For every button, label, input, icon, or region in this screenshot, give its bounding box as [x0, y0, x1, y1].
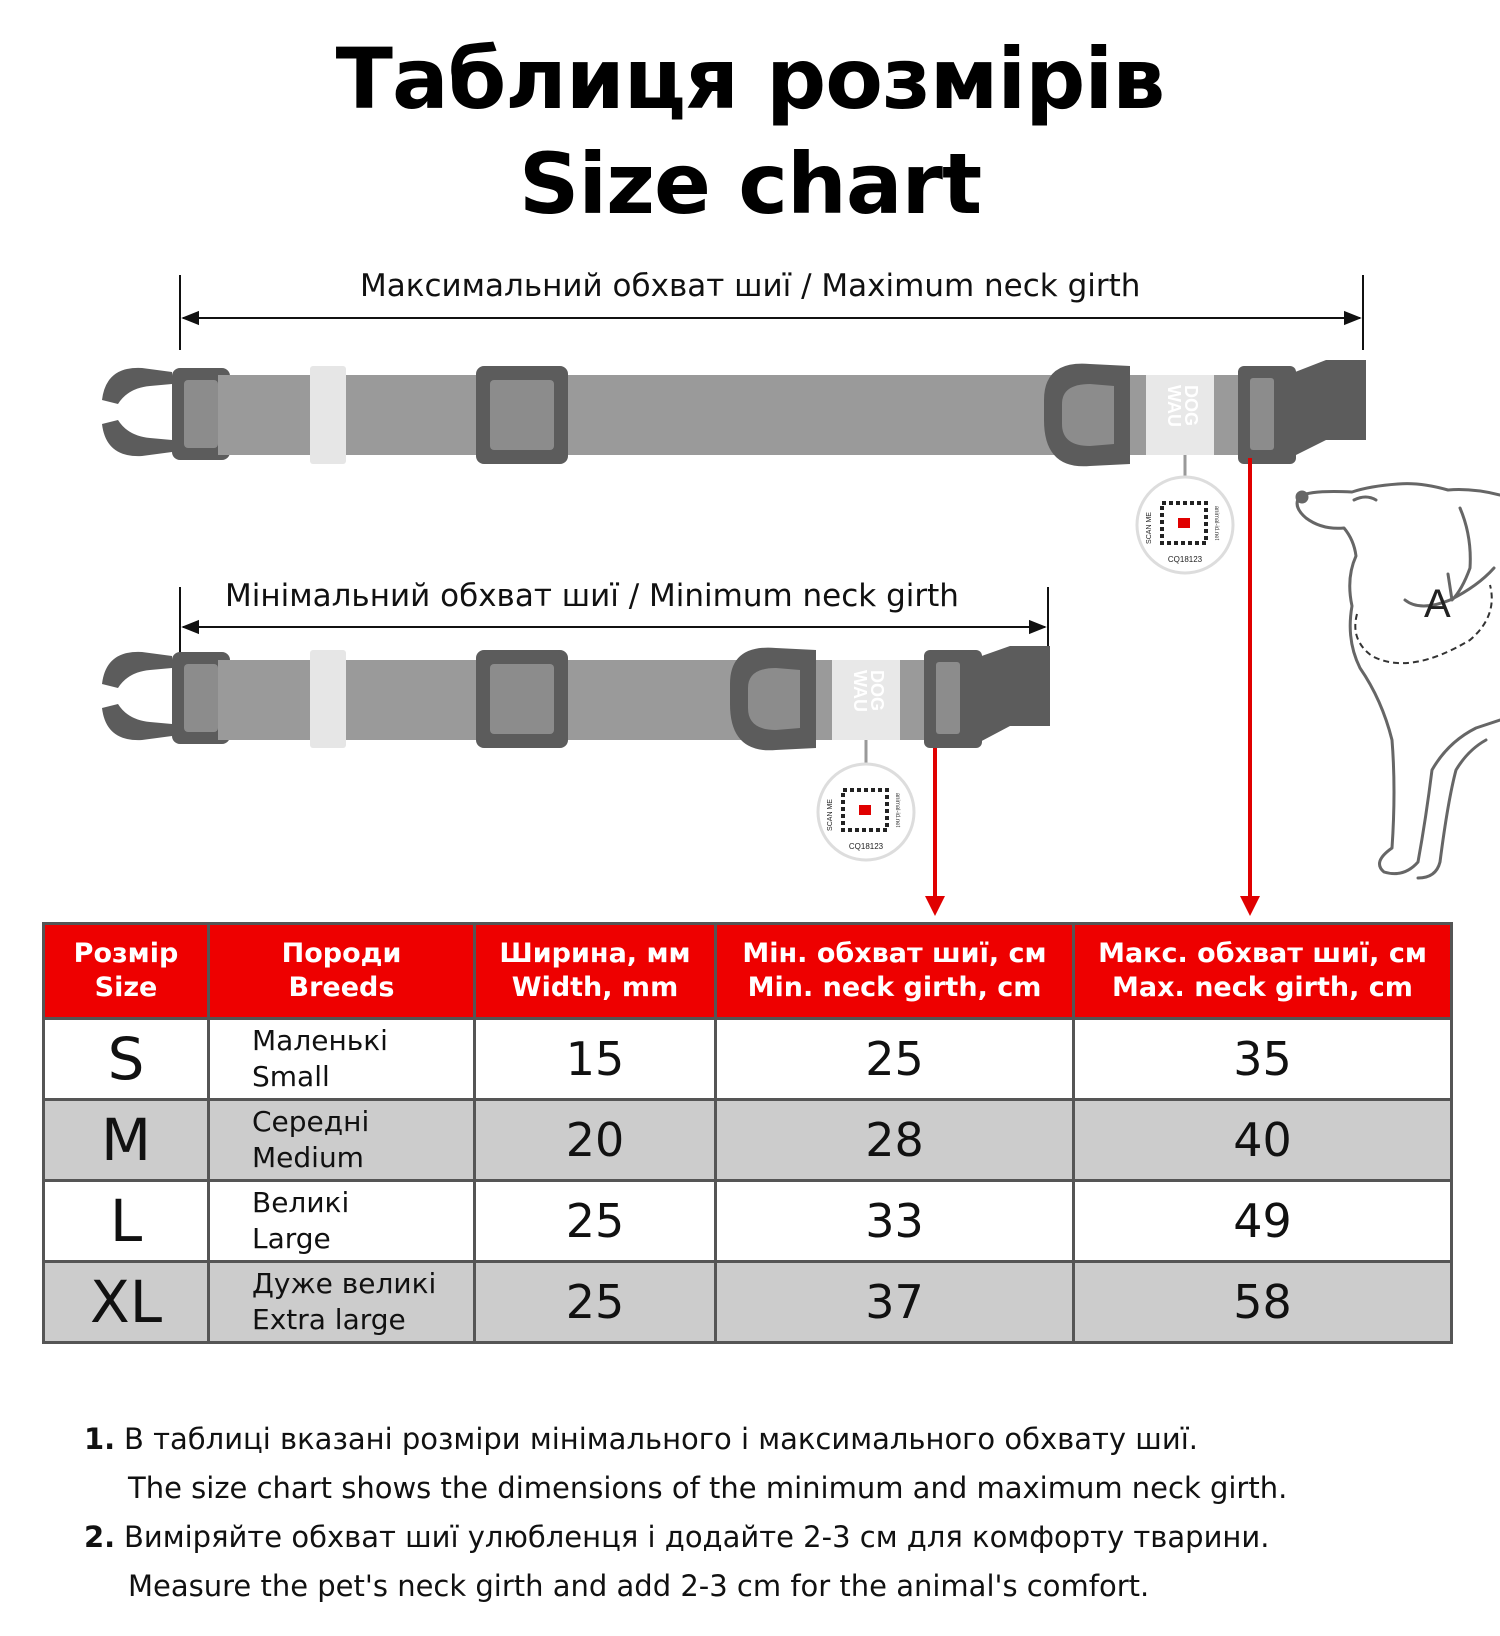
- max-girth-label: Максимальний обхват шиї / Maximum neck girth: [360, 268, 1141, 304]
- cell-width: 15: [475, 1019, 716, 1100]
- cell-breed: Маленькі Small: [209, 1019, 475, 1100]
- dog-label-a: A: [1424, 582, 1451, 626]
- cell-min: 28: [716, 1100, 1074, 1181]
- tag-code: CQ18123: [1167, 555, 1203, 564]
- cell-size: XL: [44, 1262, 209, 1343]
- table-header-row: [44, 924, 1452, 1019]
- cell-size: M: [44, 1100, 209, 1181]
- page-subtitle: Size chart: [518, 135, 982, 233]
- tag-site-small: animal-id.net: [894, 792, 900, 828]
- cell-size: L: [44, 1181, 209, 1262]
- notes-list: [84, 1415, 1287, 1611]
- cell-width: 25: [475, 1262, 716, 1343]
- brand-text-dog-small: DOG: [867, 670, 887, 712]
- brand-text-dog: DOG: [1181, 385, 1201, 427]
- note-item-en: Measure the pet's neck girth and add 2-3 cm for the animal's comfort.: [128, 1569, 1150, 1603]
- page-title: Таблиця розмірів: [335, 30, 1165, 128]
- dog-illustration: [1297, 484, 1500, 878]
- cell-breed: Дуже великі Extra large: [209, 1262, 475, 1343]
- cell-size: S: [44, 1019, 209, 1100]
- header-size: Розмір Size: [44, 924, 209, 1019]
- cell-breed: Середні Medium: [209, 1100, 475, 1181]
- table-row: [44, 1100, 1452, 1181]
- cell-width: 25: [475, 1181, 716, 1262]
- brand-text-wau: WAU: [1164, 385, 1184, 427]
- tag-site: animal-id.net: [1213, 505, 1219, 541]
- size-table: [42, 922, 1453, 1344]
- cell-width: 20: [475, 1100, 716, 1181]
- note-item-en: The size chart shows the dimensions of the minimum and maximum neck girth.: [128, 1471, 1288, 1505]
- table-row: [44, 1019, 1452, 1100]
- cell-max: 49: [1074, 1181, 1452, 1262]
- cell-max: 35: [1074, 1019, 1452, 1100]
- header-max-girth: Макс. обхват шиї, см Max. neck girth, cm: [1074, 924, 1452, 1019]
- brand-text-wau-small: WAU: [850, 670, 870, 712]
- min-girth-label: Мінімальний обхват шиї / Minimum neck girth: [225, 578, 959, 614]
- cell-min: 25: [716, 1019, 1074, 1100]
- cell-max: 58: [1074, 1262, 1452, 1343]
- note-item: 2. Виміряйте обхват шиї улюбленця і додайте 2-3 см для комфорту тварини.: [84, 1520, 1270, 1554]
- cell-max: 40: [1074, 1100, 1452, 1181]
- tag-scan-text: SCAN ME: [1146, 512, 1153, 544]
- header-min-girth: Мін. обхват шиї, см Min. neck girth, cm: [716, 924, 1074, 1019]
- cell-min: 37: [716, 1262, 1074, 1343]
- header-width: Ширина, мм Width, mm: [475, 924, 716, 1019]
- tag-code-small: CQ18123: [848, 842, 884, 851]
- collar-min: [102, 646, 1050, 860]
- tag-scan-text-small: SCAN ME: [827, 799, 834, 831]
- header-breeds: Породи Breeds: [209, 924, 475, 1019]
- table-row: [44, 1181, 1452, 1262]
- cell-min: 33: [716, 1181, 1074, 1262]
- table-row: [44, 1262, 1452, 1343]
- cell-breed: Великі Large: [209, 1181, 475, 1262]
- note-item: 1. В таблиці вказані розміри мінімального і максимального обхвату шиї.: [84, 1422, 1198, 1456]
- collar-max: [102, 360, 1366, 573]
